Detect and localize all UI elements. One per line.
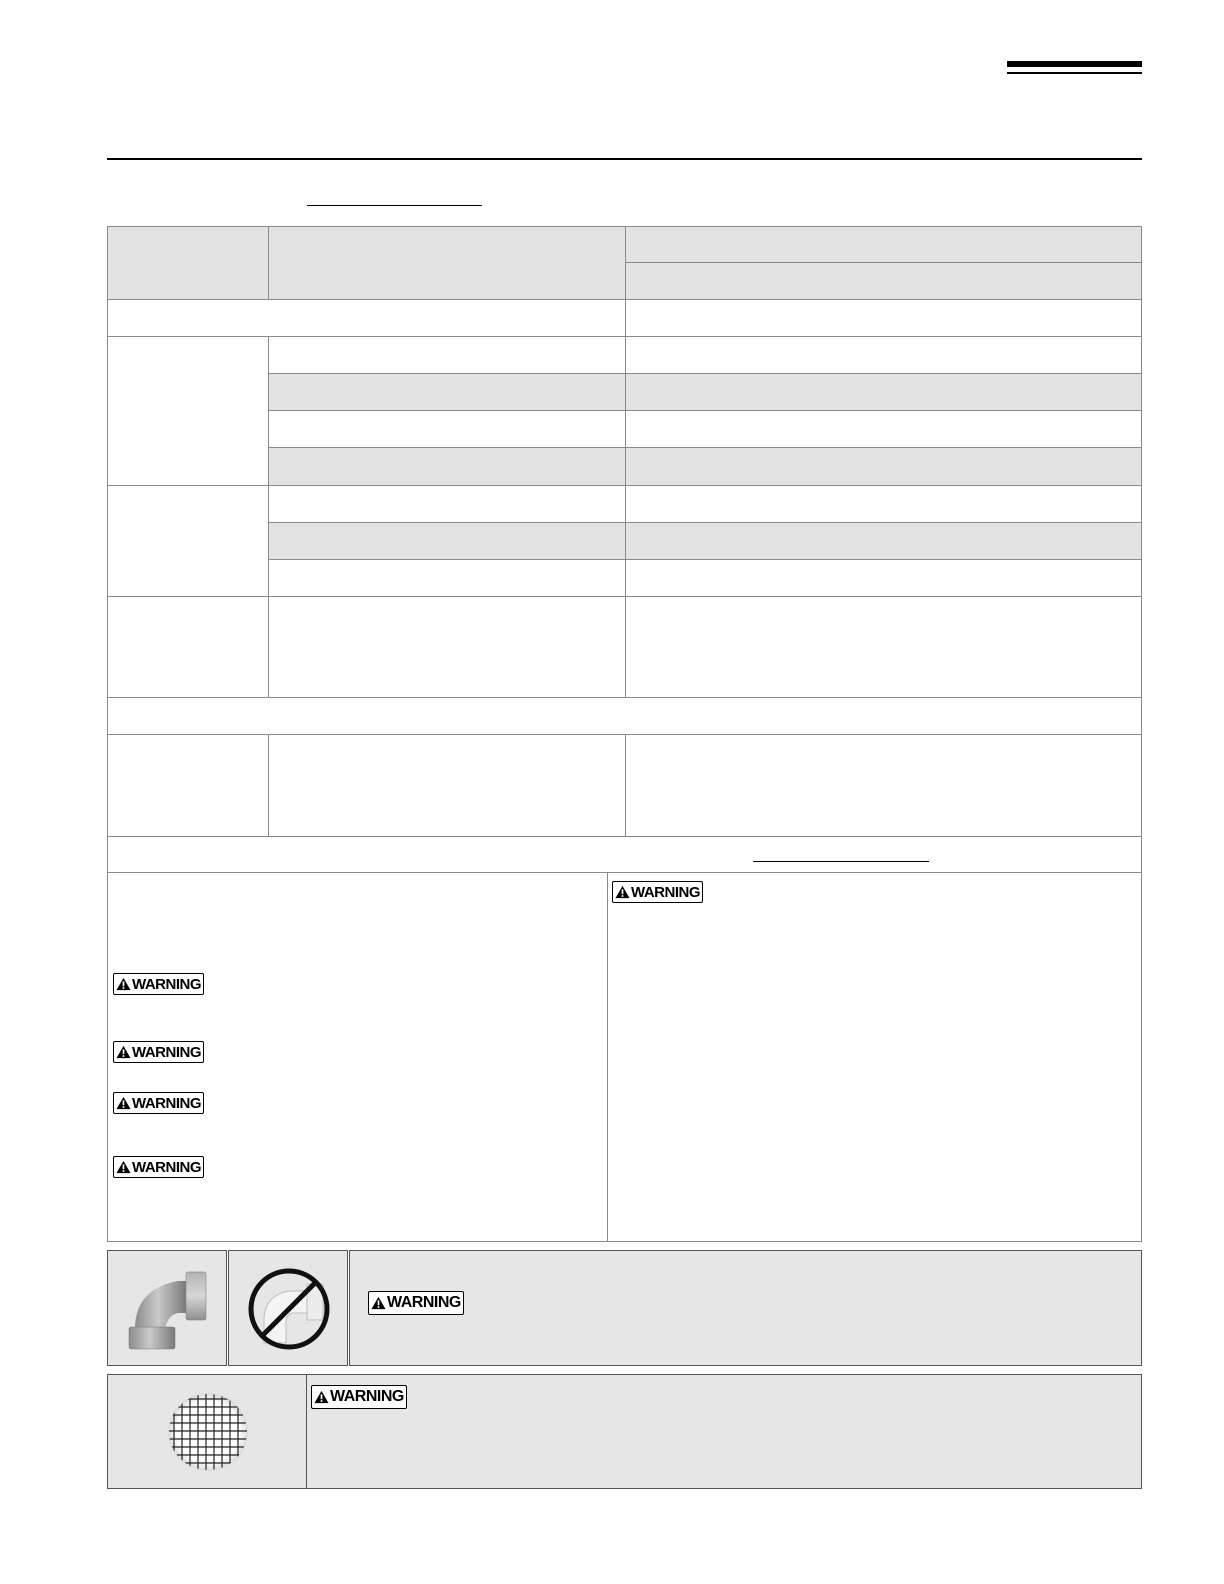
alert-triangle-icon [116, 1045, 131, 1059]
underline-short [307, 205, 482, 206]
warning-badge [311, 1385, 407, 1409]
spec-table [107, 226, 1142, 1242]
table-row-shaded [268, 522, 1141, 559]
table-row-shaded [268, 373, 1141, 411]
table-row-shaded [268, 447, 1141, 485]
alert-triangle-icon [371, 1296, 386, 1310]
warning-badge [113, 1092, 204, 1114]
warning-label: WARNING [132, 1043, 201, 1061]
warning-badge [113, 973, 204, 995]
alert-triangle-icon [116, 1096, 131, 1110]
warning-label: WARNING [330, 1388, 404, 1405]
elbow-fitting-icon [108, 1251, 228, 1367]
header-thin-rule [1007, 72, 1142, 74]
warning-label: WARNING [387, 1294, 461, 1311]
prohibited-elbow-icon [229, 1251, 349, 1367]
alert-triangle-icon [615, 885, 630, 899]
elbow-warning-panel [349, 1250, 1142, 1366]
alert-triangle-icon [314, 1390, 329, 1404]
screen-warning-panel [107, 1374, 1142, 1489]
prohibited-image-panel [228, 1250, 348, 1366]
alert-triangle-icon [116, 977, 131, 991]
warning-badge [113, 1156, 204, 1178]
elbow-image-panel [107, 1250, 227, 1366]
underline-inner [753, 861, 929, 862]
warning-badge [113, 1041, 204, 1063]
warning-label: WARNING [132, 975, 201, 993]
warning-label: WARNING [631, 883, 700, 901]
section-divider [107, 158, 1142, 160]
warning-badge [368, 1291, 464, 1315]
mesh-screen-icon [162, 1390, 254, 1474]
warning-badge [612, 881, 703, 903]
alert-triangle-icon [116, 1160, 131, 1174]
warning-label: WARNING [132, 1094, 201, 1112]
header-thick-rule [1007, 61, 1142, 67]
warning-label: WARNING [132, 1158, 201, 1176]
